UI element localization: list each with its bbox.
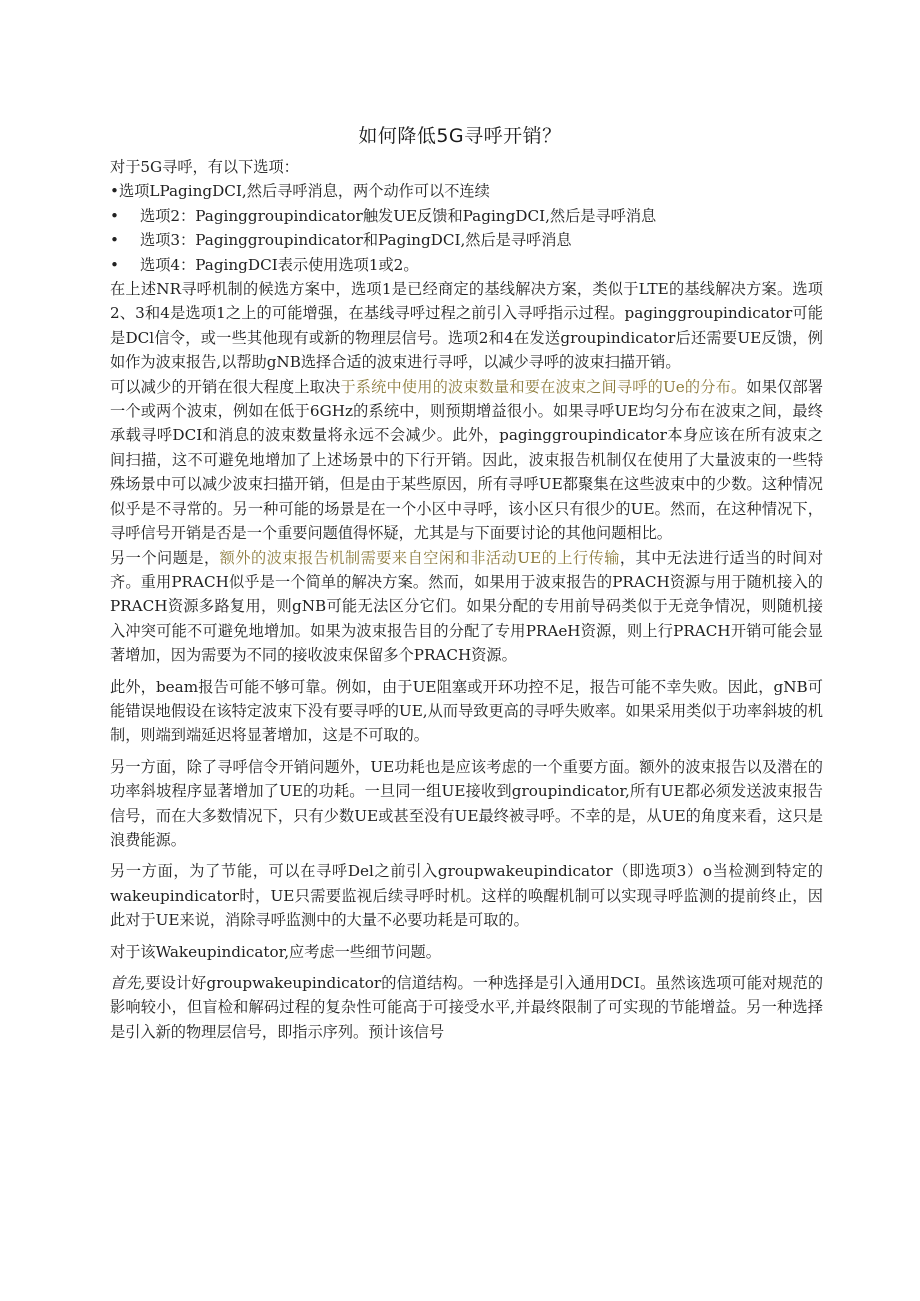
bullet-text: 选项LPagingDCI,然后寻呼消息，两个动作可以不连续 <box>119 182 490 201</box>
document-title: 如何降低5G寻呼开销？ <box>358 125 562 147</box>
bullet-item <box>110 253 823 277</box>
bullet-mark: • <box>110 255 119 274</box>
bullet-item <box>110 228 823 252</box>
paragraph-details: 对于该Wakeupindicator,应考虑一些细节问题。 <box>110 942 441 961</box>
bullet-item <box>110 204 823 228</box>
paragraph-power: 另一方面，除了寻呼信令开销问题外，UE功耗也是应该考虑的一个重要方面。额外的波束报告以及潜在的功率斜坡程序显著增加了UE的功耗。一旦同一组UE接收到groupindicator,所有UE都必须发送波束报告信号，而在大多数情况下，只有少数UE或甚至没有UE最终被寻呼。不幸的是，从UE的角度来看，这只是浪费能源。 <box>110 757 823 849</box>
paragraph-wakeup: 另一方面，为了节能，可以在寻呼Del之前引入groupwakeupindicator（即选项3）o当检测到特定的wakeupindicator时，UE只需要监视后续寻呼时机。这样的唤醒机制可以实现寻呼监测的提前终止，因此对于UE来说，消除寻呼监测中的大量不必要功耗是可取的。 <box>110 862 823 930</box>
emphasized-text: 首先, <box>110 974 146 992</box>
paragraph-text: 如果仅部署一个或两个波束，例如在低于6GHz的系统中，则预期增益很小。如果寻呼UE均匀分布在波束之间，最终承载寻呼DCI和消息的波束数量将永远不会减少。此外，paginggroupindicator本身应该在所有波束之间扫描，这不可避免地增加了上述场景中的下行开销。因此，波束报告机制仅在使用了大量波束的一些特殊场景中可以减少波束扫描开销，但是由于某些原因，所有寻呼UE都聚集在这些波束中的少数。这种情况似乎是不寻常的。另一种可能的场景是在一个小区中寻呼，该小区只有很少的UE。然而，在这种情况下，寻呼信号开销是否是一个重要问题值得怀疑，尤其是与下面要讨论的其他问题相比。 <box>110 377 824 543</box>
highlighted-text: 于系统中使用的波束数量和要在波束之间寻呼的Ue的分布。 <box>340 377 747 396</box>
intro-line: 对于5G寻呼，有以下选项： <box>110 158 299 176</box>
bullet-mark: • <box>110 231 119 250</box>
paragraph-first <box>110 971 823 1044</box>
bullet-text: 选项4：PagingDCI表示使用选项1或2。 <box>140 255 419 274</box>
bullet-mark: • <box>110 206 119 225</box>
paragraph-uplink <box>110 546 823 668</box>
bullet-mark: • <box>110 182 119 201</box>
paragraph-overhead <box>110 375 823 546</box>
bullet-text: 选项2：Paginggroupindicator触发UE反馈和PagingDCI,然后是寻呼消息 <box>140 206 657 225</box>
bullet-text: 选项3：Paginggroupindicator和PagingDCI,然后是寻呼消息 <box>140 231 572 250</box>
bullet-item <box>110 179 823 203</box>
paragraph-text: ，其中无法进行适当的时间对齐。重用PRACH似乎是一个简单的解决方案。然而，如果用于波束报告的PRACH资源与用于随机接入的PRACH资源多路复用，则gNB可能无法区分它们。如果分配的专用前导码类似于无竞争情况，则随机接入冲突可能不可避免地增加。如果为波束报告目的分配了专用PRAeH资源，则上行PRACH开销可能会显著增加，因为需要为不同的接收波束保留多个PRACH资源。 <box>110 548 824 665</box>
paragraph-text: 要设计好groupwakeupindicator的信道结构。一种选择是引入通用DCI。虽然该选项可能对规范的影响较小，但盲检和解码过程的复杂性可能高于可接受水平,并最终限制了可实现的节能增益。另一种选择是引入新的物理层信号，即指示序列。预计该信号 <box>110 974 824 1041</box>
highlighted-text: 额外的波束报告机制需要来自空闲和非活动UE的上行传输 <box>219 548 620 567</box>
paragraph-text: 另一个问题是， <box>110 548 220 567</box>
paragraph-baseline: 在上述NR寻呼机制的候选方案中，选项1是已经商定的基线解决方案，类似于LTE的基线解决方案。选项2、3和4是选项1之上的可能增强，在基线寻呼过程之前引入寻呼指示过程。paginggroupindicator可能是DCl信令，或一些其他现有或新的物理层信号。选项2和4在发送groupindicator后还需要UE反馈，例如作为波束报告,以帮助gNB选择合适的波束进行寻呼，以减少寻呼的波束扫描开销。 <box>110 280 823 372</box>
paragraph-reliability: 此外，beam报告可能不够可靠。例如，由于UE阻塞或开环功控不足，报告可能不幸失败。因此，gNB可能错误地假设在该特定波束下没有要寻呼的UE,从而导致更高的寻呼失败率。如果采用类似于功率斜坡的机制，则端到端延迟将显著增加，这是不可取的。 <box>110 677 823 745</box>
paragraph-text: 可以减少的开销在很大程度上取决 <box>110 377 341 396</box>
document-body <box>110 155 823 1044</box>
